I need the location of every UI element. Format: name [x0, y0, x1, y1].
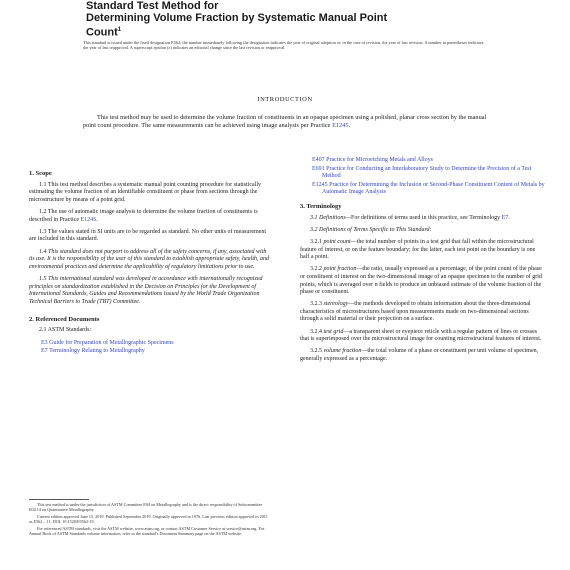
paragraph-1-2: 1.2 The use of automatic image analysis to determine the volume fraction of constituents is described in Practice E1245.	[29, 208, 258, 223]
section-heading-terminology: 3. Terminology	[300, 202, 342, 210]
title-line-1: Standard Test Method for	[86, 0, 219, 12]
paragraph-1-3: 1.3 The values stated in SI units are to be regarded as standard. No other units of measurement are included in this standard.	[29, 228, 266, 243]
paragraph-3-2-5: 3.2.5 volume fraction—the total volume of a phase or constituent per unit volume of specimen, generally expressed as a percentage.	[300, 348, 539, 363]
reference-e691[interactable]: E691 Practice for Conducting an Interlaboratory Study to Determine the Precision of a Test Method	[312, 165, 532, 180]
title-line-2: Determining Volume Fraction by Systematic Manual Point	[86, 12, 388, 24]
paragraph-1-4: 1.4 This standard does not purport to address all of the safety concerns, if any, associated with its use. It is the responsibility of the user of this standard to establish appropriate safety, health, and environmental practices and determine the applicability of regulatory limitations prior to use.	[29, 248, 269, 270]
title-footnote-mark: 1	[117, 27, 122, 33]
paragraph-3-2: 3.2 Definitions of Terms Specific to This Standard:	[310, 226, 432, 233]
section-heading-scope: 1. Scope	[29, 170, 52, 177]
introduction-paragraph: This test method may be used to determine the volume fraction of constituents in an opaque specimen using a polished, planar cross section by the manual point count procedure. The same measurements can be achieved using image analysis per Practice E1245.	[83, 114, 487, 130]
paragraph-3-2-1: 3.2.1 point count—the total number of points in a test grid that fall within the microstructural feature of interest, or on the feature boundary; for the latter, each test point on the boundary is one half a point.	[300, 238, 536, 261]
paragraph-1-1: 1.1 This test method describes a systematic manual point counting procedure for statistically estimating the volume fraction of an identifiable constituent or phase from sections through the microstructure by means of a point grid.	[29, 181, 262, 203]
footnotes	[29, 502, 272, 538]
introduction-heading: INTRODUCTION	[257, 96, 313, 103]
practice-link-e1245-scope[interactable]: E1245	[80, 216, 97, 223]
reference-e3[interactable]: E3 Guide for Preparation of Metallographic Specimens	[41, 339, 174, 346]
section-heading-referenced-documents: 2. Referenced Documents	[29, 315, 100, 323]
reference-e1245[interactable]: E1245 Practice for Determining the Inclusion or Second-Phase Constituent Content of Metals by Automatic Image Analysis	[312, 181, 545, 196]
paragraph-1-5: 1.5 This international standard was developed in accordance with internationally recognized principles on standardization established in the Decision on Principles for the Development of International Standards, Guides and Recommendations issued by the World Trade Organization Technical Barriers to Trade (TBT) Committee.	[29, 275, 263, 305]
document-title	[86, 0, 486, 39]
paragraph-3-1: 3.1 Definitions—For definitions of terms used in this practice, see Terminology E7.	[310, 214, 510, 221]
footnote-1: This test method is under the jurisdiction of ASTM Committee E04 on Metallography and is the direct responsibility of Subcommittee E04.14 on Quantitative Metallography.	[29, 502, 263, 513]
paragraph-3-2-3: 3.2.3 stereology—the methods developed to obtain information about the three-dimensional characteristics of microstructures based upon measurements made on two-dimensional sections through a solid material or their projection on a surface.	[300, 301, 531, 323]
right-column	[300, 157, 546, 368]
footnote-1-edition: Current edition approved June 15, 2019. Published September 2019. Originally approved in 1976. Last previous edition approved in 2011 as E562 – 11. DOI: 10.1520/E0562-19.	[29, 513, 268, 525]
footnote-rule	[29, 499, 89, 500]
terminology-link-e7[interactable]: E7	[501, 214, 509, 221]
paragraph-3-2-2: 3.2.2 point fraction—the ratio, usually expressed as a percentage, of the point count of the phase or constituent of interest on the two-dimensional image of an opaque specimen to the number of grid points, which is averaged over n fields to produce an unbiased estimate of the volume fraction of the phase or constituent.	[300, 266, 542, 296]
designation-notice: This standard is issued under the fixed designation E562; the number immediately following the designation indicates the year of original adoption or, in the case of revision, the year of last revision. A number in parentheses indicates the year of last reapproval. A superscript epsilon (ε) indicates an editorial change since the last revision or reapproval.	[83, 40, 484, 51]
title-line-3: Count	[86, 26, 118, 39]
paragraph-2-1: 2.1 ASTM Standards:	[39, 327, 92, 334]
footnote-2: For referenced ASTM standards, visit the ASTM website, www.astm.org, or contact ASTM Customer Service at service@astm.org. For Annual Book of ASTM Standards volume information, refer to the standard's Document Summary page on the ASTM website.	[29, 525, 265, 537]
reference-e7[interactable]: E7 Terminology Relating to Metallography	[41, 348, 145, 355]
left-column	[29, 170, 272, 357]
practice-link-e1245[interactable]: E1245	[332, 122, 349, 130]
paragraph-3-2-4: 3.2.4 test grid—a transparent sheet or eyepiece reticle with a regular pattern of lines or crosses that is superimposed over the microstructural image for counting microstructural features of interest.	[300, 328, 542, 343]
reference-e407[interactable]: E407 Practice for Microetching Metals and Alloys	[312, 157, 433, 163]
